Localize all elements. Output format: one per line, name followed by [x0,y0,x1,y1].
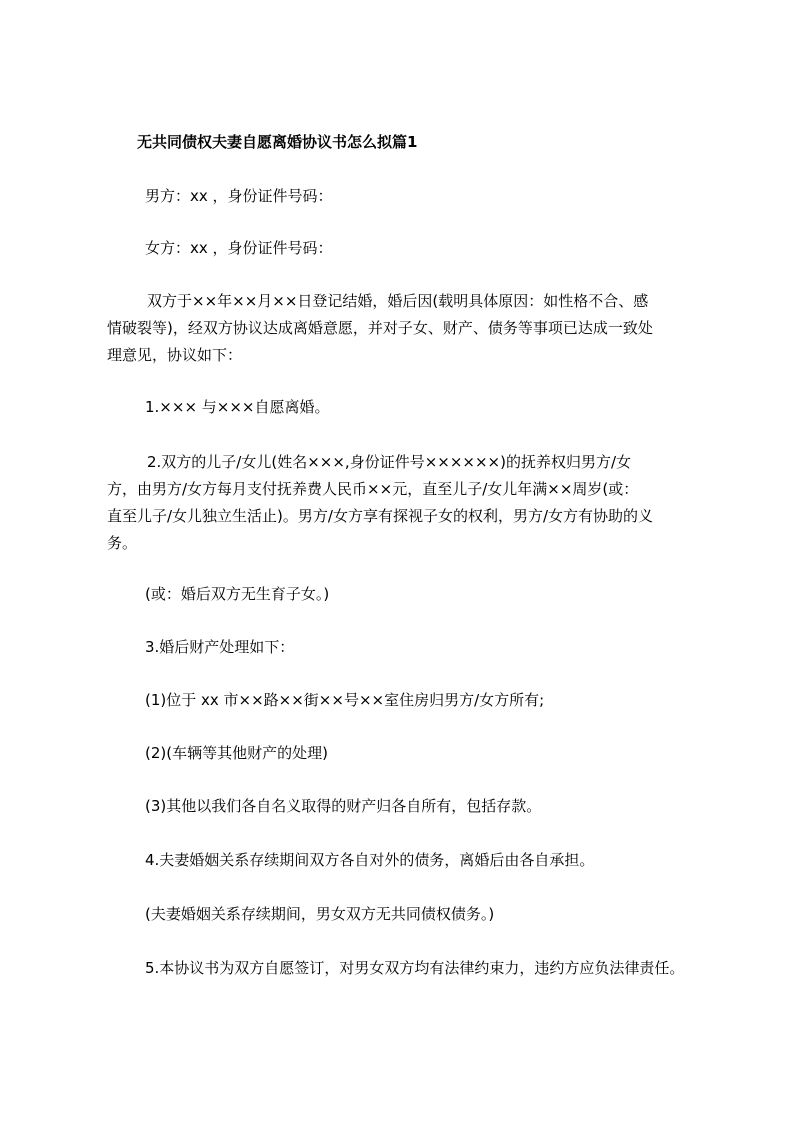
clause-2-line-4: 务。 [107,534,138,552]
clause-2-line-2: 方，由男方/女方每月支付抚养费人民币××元，直至儿子/女儿年满××周岁(或： [107,480,639,498]
clause-2-line-3: 直至儿子/女儿独立生活止)。男方/女方享有探视子女的权利，男方/女方有协助的义 [107,507,654,525]
male-party-line: 男方：xx ，身份证件号码： [145,187,333,205]
clause-2-paragraph [107,449,717,557]
clause-5: 5.本协议书为双方自愿签订，对男女双方均有法律约束力，违约方应负法律责任。 [145,959,685,977]
clause-2-line-1: 2.双方的儿子/女儿(姓名×××,身份证件号××××××)的抚养权归男方/女 [147,453,632,471]
clause-3-2: (2)(车辆等其他财产的处理) [145,744,328,762]
clause-1: 1.××× 与×××自愿离婚。 [145,398,330,416]
clause-2-alternative: (或：婚后双方无生育子女。) [145,585,330,603]
clause-4-alternative: (夫妻婚姻关系存续期间，男女双方无共同债权债务。) [145,905,495,923]
intro-paragraph [107,288,717,369]
clause-3-3: (3)其他以我们各自名义取得的财产归各自所有，包括存款。 [145,797,542,815]
clause-3: 3.婚后财产处理如下： [145,638,295,656]
intro-line-1: 双方于××年××月××日登记结婚，婚后因(载明具体原因：如性格不合、感 [147,292,649,310]
female-party-line: 女方：xx ，身份证件号码： [145,239,333,257]
intro-line-3: 理意见，协议如下： [107,346,243,364]
intro-line-2: 情破裂等)，经双方协议达成离婚意愿，并对子女、财产、债务等事项已达成一致处 [107,319,653,337]
clause-4: 4.夫妻婚姻关系存续期间双方各自对外的债务，离婚后由各自承担。 [145,851,595,869]
document-title: 无共同债权夫妻自愿离婚协议书怎么拟篇1 [137,133,418,151]
clause-3-1: (1)位于 xx 市××路××街××号××室住房归男方/女方所有; [145,691,545,709]
